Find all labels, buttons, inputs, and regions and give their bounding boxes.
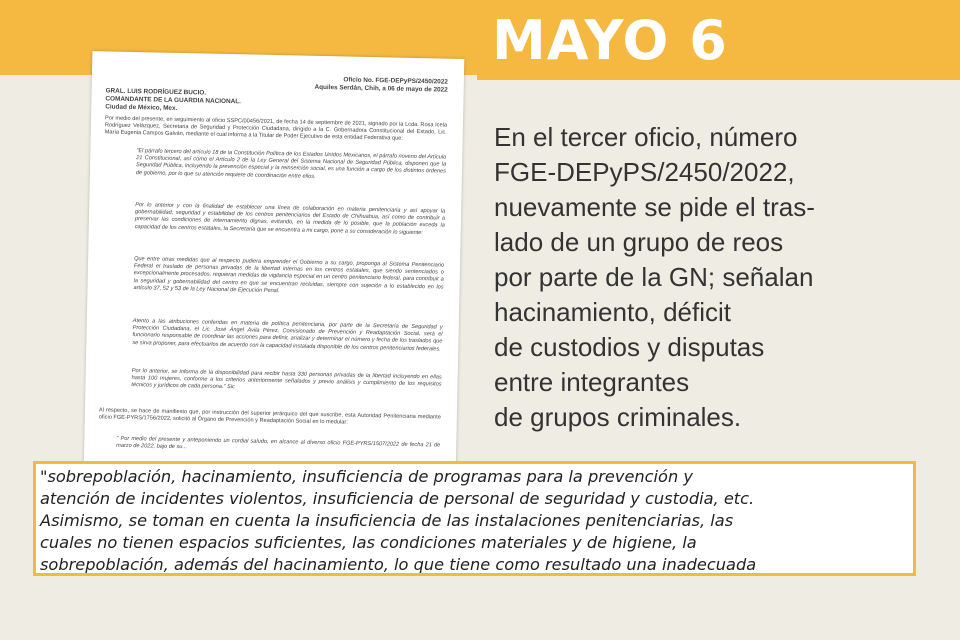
quote-line: atención de incidentes violentos, insuficiencia de personal de seguridad y custodia, etc. bbox=[40, 489, 755, 508]
quote-line: "sobrepoblación, hacinamiento, insuficiencia de programas para la prevención y bbox=[40, 467, 693, 486]
summary-text bbox=[494, 120, 944, 435]
summary-line: hacinamiento, déficit bbox=[494, 297, 732, 327]
recipient-city: Ciudad de México, Mex. bbox=[105, 103, 178, 112]
document-paragraph: Por medio del presente, en seguimiento al oficio SSPC/00456/2021, de fecha 14 de septiembre de 2021, signado por la Lcda. Rosa Icela Rodríguez Velázquez, Secretaria de Seguridad y Protección Ciudadana, dirigido a la C. Gobernadora Constitucional del Estado, Lic. María Eugenia Campos Galván, mediante el cual informa a la Titular de Poder Ejecutivo de esta entidad Federativa que: bbox=[104, 115, 448, 143]
document-paragraph: Por lo anterior y con la finalidad de establecer una línea de colaboración en materia penitenciaria y así apoyar la gobernabilidad, seguridad y estabilidad de los centros penitenciarios del Estado de Chihuahua, así como de contribuir a preservar las condiciones de internamiento dignas, evitando, en la medida de lo posible, que la población exceda la capacidad de los centros estatales, la Secretaría que se encuentra a mi cargo, pone a su consideración lo siguiente: bbox=[134, 202, 446, 236]
recipient-title: COMANDANTE DE LA GUARDIA NACIONAL. bbox=[105, 95, 241, 106]
quote-box bbox=[33, 461, 916, 576]
document-paragraph: Por lo anterior, se informa de la disponibilidad para recibir hasta 330 personas privadas de la libertad incluyendo en ellas hasta 100 mujeres, conforme a los criterios anteriormente señalados y previo análisis y cumplimiento de los requisitos técnicos y jurídicos de cada persona." Sic bbox=[131, 368, 442, 391]
recipient-name: GRAL. LUIS RODRÍGUEZ BUCIO. bbox=[105, 87, 207, 97]
quote-line: Asimismo, se toman en cuenta la insuficiencia de las instalaciones penitenciarias, las bbox=[40, 511, 734, 530]
document-paragraph: "El párrafo tercero del artículo 18 de la Constitución Política de los Estados Unidos Mexicanos, el párrafo noveno del Artículo 21 Constitucional, así como el Artículo 2 de la Ley General del Sistema Nacional de Seguridad Pública, disponen que la Seguridad Pública, incluyendo la prevención especial y la reinserción social, es una función a cargo de los distintos órdenes de gobierno, por lo que su atención requiere de coordinación entre ellos. bbox=[135, 148, 447, 180]
office-number: Oficio No. FGE-DEPyPS/2450/2022 bbox=[343, 76, 448, 86]
quote-text bbox=[40, 466, 912, 576]
summary-line: entre integrantes bbox=[494, 367, 690, 397]
quote-line: sobrepoblación, además del hacinamiento, lo que tiene como resultado una inadecuada bbox=[40, 555, 757, 574]
document-header bbox=[314, 76, 448, 95]
summary-line: por parte de la GN; señalan bbox=[494, 262, 814, 292]
summary-line: lado de un grupo de reos bbox=[494, 227, 784, 257]
place-date: Aquiles Serdán, Chih, a 06 de mayo de 2022 bbox=[314, 83, 448, 94]
document-paragraph: Atento a las atribuciones conferidas en materia de política penitenciaria, por parte de la Secretaría de Seguridad y Protección Ciudadana, el Lic. José Ángel Ávila Pérez, Comisionado de Prevención y Readaptación Social, será el funcionario responsable de coordinar las acciones para definir, analizar y determinar el número y fecha de los traslados que se sirva proponer, para efectuarlos de acuerdo con la capacidad instalada disponible de los centros penitenciarios federales. bbox=[132, 318, 443, 353]
summary-line: En el tercer oficio, número bbox=[494, 122, 798, 152]
document-recipient bbox=[105, 87, 241, 114]
date-title: MAYO 6 bbox=[492, 9, 728, 72]
document-paragraph: Que entre otras medidas que al respecto pudiera emprender el Gobierno a su cargo, proponga al Sistema Penitenciario Federal el traslado de personas privadas de la libertad internas en los centros estatales, que siendo sentenciados o excepcionalmente procesados, requieran medidas de vigilancia especial en un centro penitenciario federal, para contribuir a la seguridad y gobernabilidad del centro en que se encuentran recluidas, siempre con sujeción a lo establecido en los artículo 37, 52 y 53 de la Ley Nacional de Ejecución Penal. bbox=[133, 256, 445, 294]
summary-line: de grupos criminales. bbox=[494, 402, 742, 432]
quote-line: cuales no tienen espacios suficientes, las condiciones materiales y de higiene, la bbox=[40, 533, 697, 552]
summary-line: FGE-DEPyPS/2450/2022, bbox=[494, 157, 795, 187]
document-scan bbox=[84, 51, 465, 479]
document-paragraph: " Por medio del presente y anteponiendo un cordial saludo, en alcance al diverso oficio FGE-PYRS/1507/2022 de fecha 21 de marzo de 2022, bajo de su... bbox=[116, 435, 441, 451]
summary-line: nuevamente se pide el tras- bbox=[494, 192, 815, 222]
document-paragraph: Al respecto, se hace de manifiesto que, por instrucción del superior jerárquico del que suscribe, esta Autoridad Penitenciaria mediante oficio FGE-PYRS/1756/2022, solicitó al Órgano de Prevención y Readaptación Social en lo medular: bbox=[98, 407, 441, 426]
summary-line: de custodios y disputas bbox=[494, 332, 765, 362]
